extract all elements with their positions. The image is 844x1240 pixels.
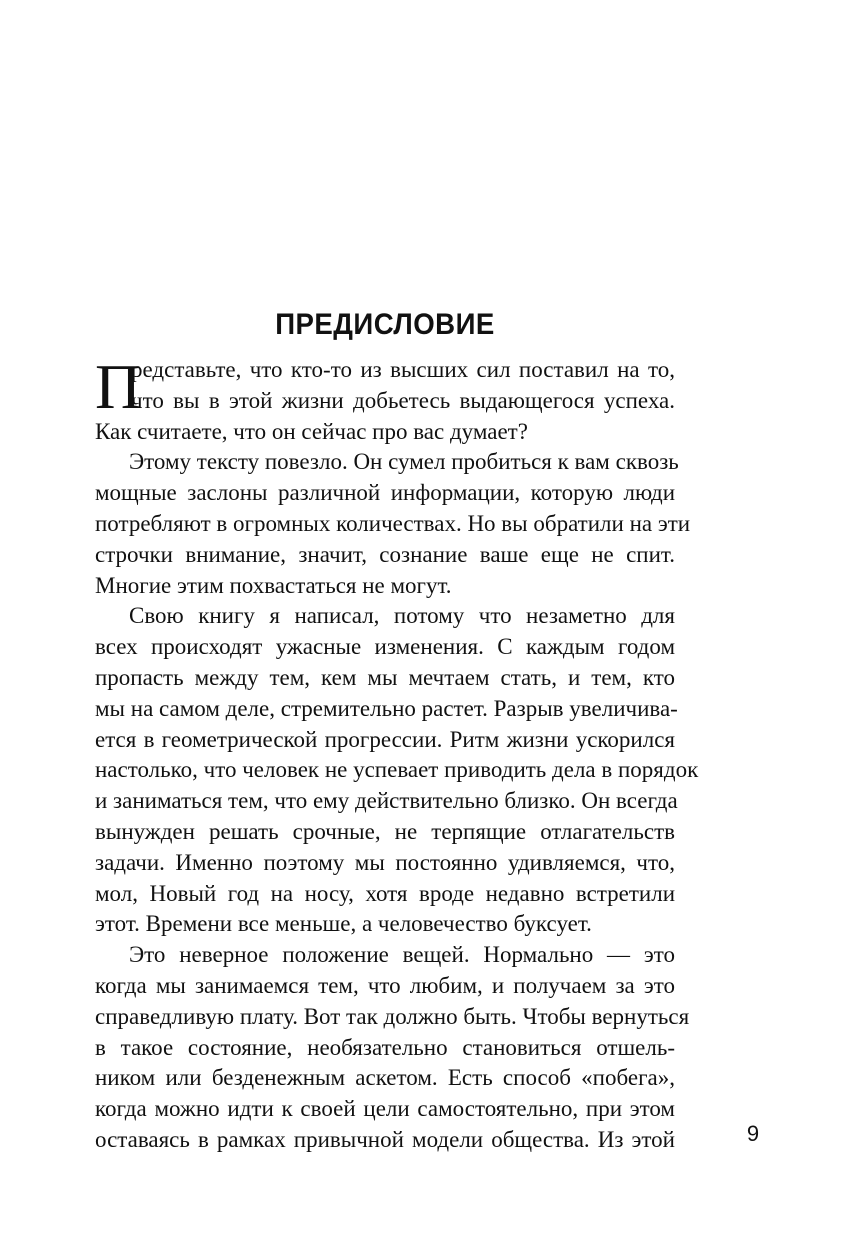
chapter-heading: ПРЕДИСЛОВИЕ <box>275 308 495 341</box>
text-line: Многие этим похвастаться не могут. <box>95 572 452 598</box>
text-line: строчки внимание, значит, сознание ваше еще не спит. <box>95 541 675 567</box>
text-line: Этому тексту повезло. Он сумел пробиться к вам сквозь <box>129 449 679 475</box>
text-line: мол, Новый год на носу, хотя вроде недавно встретили <box>95 880 675 906</box>
text-line: ется в геометрической прогрессии. Ритм жизни ускорился <box>95 726 675 752</box>
text-line: редставьте, что кто-то из высших сил поставил на то, <box>131 357 675 382</box>
text-line: Свою книгу я написал, потому что незаметно для <box>129 603 675 629</box>
text-line: пропасть между тем, кем мы мечтаем стать, и тем, кто <box>95 664 675 690</box>
body-text <box>95 351 699 1156</box>
text-line: вынужден решать срочные, не терпящие отлагательств <box>95 818 675 844</box>
text-line: потребляют в огромных количествах. Но вы обратили на эти <box>95 510 691 536</box>
text-line: в такое состояние, необязательно становиться отшель- <box>95 1034 675 1060</box>
text-line: ником или безденежным аскетом. Есть способ «побега», <box>95 1065 675 1091</box>
text-line: когда мы занимаемся тем, что любим, и получаем за это <box>95 972 675 998</box>
text-line: когда можно идти к своей цели самостоятельно, при этом <box>95 1096 675 1122</box>
text-line: настолько, что человек не успевает приводить дела в порядок <box>95 757 699 783</box>
text-line: Это неверное положение вещей. Нормально — это <box>129 942 675 968</box>
text-line: задачи. Именно поэтому мы постоянно удивляемся, что, <box>95 849 675 875</box>
text-line: мы на самом деле, стремительно растет. Разрыв увеличива- <box>95 695 678 721</box>
page-number: 9 <box>746 1121 760 1146</box>
text-line: оставаясь в рамках привычной модели общества. Из этой <box>95 1126 675 1152</box>
text-line: всех происходят ужасные изменения. С каждым годом <box>95 634 675 660</box>
text-line: что вы в этой жизни добьетесь выдающегося успеха. <box>131 387 675 413</box>
text-line: мощные заслоны различной информации, которую люди <box>95 480 675 506</box>
text-line: справедливую плату. Вот так должно быть. Чтобы вернуться <box>95 1003 690 1029</box>
text-line: этот. Времени все меньше, а человечество буксует. <box>95 911 592 937</box>
text-line: Как считаете, что он сейчас про вас думает? <box>95 418 528 444</box>
text-line: и заниматься тем, что ему действительно близко. Он всегда <box>95 788 678 814</box>
drop-cap: П <box>95 351 142 422</box>
